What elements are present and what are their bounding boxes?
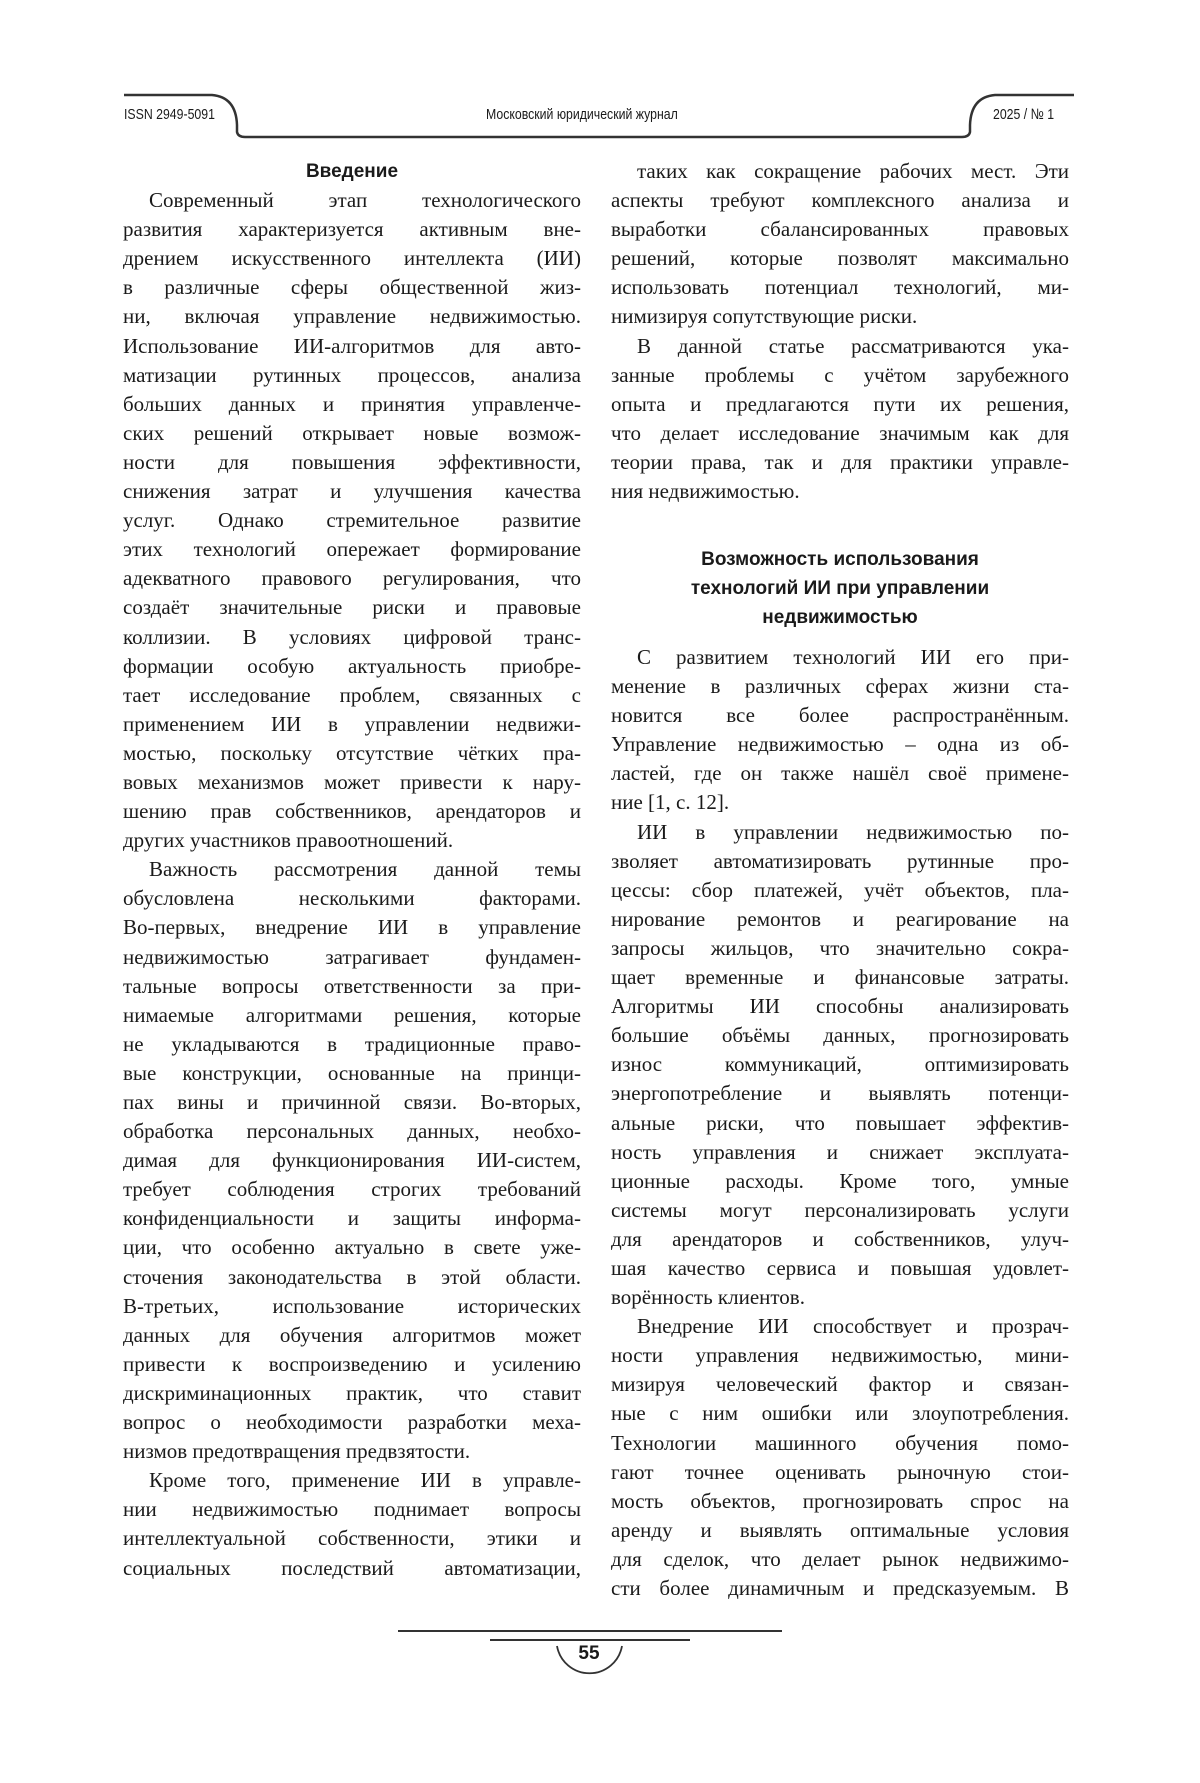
- text-line: дрением искусственного интеллекта (ИИ): [123, 244, 581, 273]
- text-line: шая качество сервиса и повышая удовлет-: [611, 1254, 1069, 1283]
- column-left: [123, 157, 581, 1583]
- text-line: матизации рутинных процессов, анализа: [123, 361, 581, 390]
- text-line: обработка персональных данных, необхо-: [123, 1117, 581, 1146]
- text-line: С развитием технологий ИИ его при-: [611, 643, 1069, 672]
- text-line: занные проблемы с учётом зарубежного: [611, 361, 1069, 390]
- column-body: [611, 643, 1069, 1603]
- text-line: данных для обучения алгоритмов может: [123, 1321, 581, 1350]
- text-line: вовых механизмов может привести к нару-: [123, 768, 581, 797]
- section-heading: Введение: [123, 157, 581, 186]
- text-line: недвижимостью затрагивает фундамен-: [123, 943, 581, 972]
- text-line: ции, что особенно актуально в свете уже-: [123, 1233, 581, 1262]
- text-line: социальных последствий автоматизации,: [123, 1554, 581, 1583]
- issue-number: 2025 / № 1: [993, 106, 1054, 123]
- text-line: низмов предотвращения предвзятости.: [123, 1437, 581, 1466]
- text-line: выработки сбалансированных правовых: [611, 215, 1069, 244]
- text-line: обусловлена несколькими факторами.: [123, 884, 581, 913]
- text-line: мостью, поскольку отсутствие чётких пра-: [123, 739, 581, 768]
- text-line: гают точнее оценивать рыночную стои-: [611, 1458, 1069, 1487]
- text-line: сточения законодательства в этой области.: [123, 1263, 581, 1292]
- text-line: применением ИИ в управлении недвижи-: [123, 710, 581, 739]
- text-line: вопрос о необходимости разработки меха-: [123, 1408, 581, 1437]
- text-line: износ коммуникаций, оптимизировать: [611, 1050, 1069, 1079]
- column-right: [611, 157, 1069, 506]
- text-line: сти более динамичным и предсказуемым. В: [611, 1574, 1069, 1603]
- text-line: развития характеризуется активным вне-: [123, 215, 581, 244]
- text-line: цессы: сбор платежей, учёт объектов, пла-: [611, 876, 1069, 905]
- text-line: аренду и выявлять оптимальные условия: [611, 1516, 1069, 1545]
- text-line: больших данных и принятия управленче-: [123, 390, 581, 419]
- text-line: зволяет автоматизировать рутинные про-: [611, 847, 1069, 876]
- heading-line: технологий ИИ при управлении: [611, 574, 1069, 603]
- text-line: альные риски, что повышает эффектив-: [611, 1109, 1069, 1138]
- page-number: 55: [569, 1643, 609, 1665]
- text-line: димая для функционирования ИИ-систем,: [123, 1146, 581, 1175]
- text-line: формации особую актуальность приобре-: [123, 652, 581, 681]
- column-body: [123, 186, 581, 1583]
- text-line: ность управления и снижает эксплуата-: [611, 1138, 1069, 1167]
- text-line: адекватного правового регулирования, что: [123, 564, 581, 593]
- text-line: услуг. Однако стремительное развитие: [123, 506, 581, 535]
- text-line: решений, которые позволят максимально: [611, 244, 1069, 273]
- text-line: мость объектов, прогнозировать спрос на: [611, 1487, 1069, 1516]
- text-line: привести к воспроизведению и усилению: [123, 1350, 581, 1379]
- text-line: пах вины и причинной связи. Во-вторых,: [123, 1088, 581, 1117]
- text-line: нирование ремонтов и реагирование на: [611, 905, 1069, 934]
- text-line: ционные расходы. Кроме того, умные: [611, 1167, 1069, 1196]
- text-line: ности управления недвижимостью, мини-: [611, 1341, 1069, 1370]
- text-line: энергопотребление и выявлять потенци-: [611, 1079, 1069, 1108]
- text-line: в различные сферы общественной жиз-: [123, 273, 581, 302]
- text-line: В данной статье рассматриваются ука-: [611, 332, 1069, 361]
- text-line: Во-первых, внедрение ИИ в управление: [123, 913, 581, 942]
- text-line: ние [1, с. 12].: [611, 788, 1069, 817]
- text-line: Кроме того, применение ИИ в управле-: [123, 1466, 581, 1495]
- text-line: тает исследование проблем, связанных с: [123, 681, 581, 710]
- issn: ISSN 2949-5091: [124, 106, 215, 123]
- text-line: ворённость клиентов.: [611, 1283, 1069, 1312]
- text-line: создаёт значительные риски и правовые: [123, 593, 581, 622]
- text-line: вые конструкции, основанные на принци-: [123, 1059, 581, 1088]
- text-line: запросы жильцов, что значительно сокра-: [611, 934, 1069, 963]
- text-line: нии недвижимостью поднимает вопросы: [123, 1495, 581, 1524]
- text-line: В-третьих, использование исторических: [123, 1292, 581, 1321]
- text-line: что делает исследование значимым как для: [611, 419, 1069, 448]
- text-line: таких как сокращение рабочих мест. Эти: [611, 157, 1069, 186]
- text-line: коллизии. В условиях цифровой транс-: [123, 623, 581, 652]
- text-line: мизируя человеческий фактор и связан-: [611, 1370, 1069, 1399]
- text-line: ни, включая управление недвижимостью.: [123, 302, 581, 331]
- text-line: Использование ИИ-алгоритмов для авто-: [123, 332, 581, 361]
- column-right-continued: [611, 643, 1069, 1603]
- text-line: Управление недвижимостью – одна из об-: [611, 730, 1069, 759]
- text-line: для арендаторов и собственников, улуч-: [611, 1225, 1069, 1254]
- section-heading: [611, 545, 1069, 632]
- text-line: нимаемые алгоритмами решения, которые: [123, 1001, 581, 1030]
- text-line: этих технологий опережает формирование: [123, 535, 581, 564]
- text-line: шению прав собственников, арендаторов и: [123, 797, 581, 826]
- text-line: ные с ним ошибки или злоупотребления.: [611, 1399, 1069, 1428]
- text-line: менение в различных сферах жизни ста-: [611, 672, 1069, 701]
- text-line: нимизируя сопутствующие риски.: [611, 302, 1069, 331]
- text-line: ластей, где он также нашёл своё примене-: [611, 759, 1069, 788]
- text-line: тальные вопросы ответственности за при-: [123, 972, 581, 1001]
- heading-line: Возможность использования: [611, 545, 1069, 574]
- heading-line: недвижимостью: [611, 603, 1069, 632]
- text-line: аспекты требуют комплексного анализа и: [611, 186, 1069, 215]
- text-line: Алгоритмы ИИ способны анализировать: [611, 992, 1069, 1021]
- text-line: снижения затрат и улучшения качества: [123, 477, 581, 506]
- text-line: теории права, так и для практики управле-: [611, 448, 1069, 477]
- column-body: [611, 157, 1069, 506]
- text-line: для сделок, что делает рынок недвижимо-: [611, 1545, 1069, 1574]
- text-line: большие объёмы данных, прогнозировать: [611, 1021, 1069, 1050]
- text-line: конфиденциальности и защиты информа-: [123, 1204, 581, 1233]
- header-frame: [0, 0, 1200, 150]
- text-line: интеллектуальной собственности, этики и: [123, 1524, 581, 1553]
- text-line: ИИ в управлении недвижимостью по-: [611, 818, 1069, 847]
- text-line: ности для повышения эффективности,: [123, 448, 581, 477]
- text-line: ния недвижимостью.: [611, 477, 1069, 506]
- text-line: ских решений открывает новые возмож-: [123, 419, 581, 448]
- journal-title: Московский юридический журнал: [486, 106, 678, 123]
- text-line: новится все более распространённым.: [611, 701, 1069, 730]
- text-line: системы могут персонализировать услуги: [611, 1196, 1069, 1225]
- text-line: щает временные и финансовые затраты.: [611, 963, 1069, 992]
- text-line: дискриминационных практик, что ставит: [123, 1379, 581, 1408]
- text-line: опыта и предлагаются пути их решения,: [611, 390, 1069, 419]
- text-line: Важность рассмотрения данной темы: [123, 855, 581, 884]
- text-line: Технологии машинного обучения помо-: [611, 1429, 1069, 1458]
- text-line: Современный этап технологического: [123, 186, 581, 215]
- text-line: не укладываются в традиционные право-: [123, 1030, 581, 1059]
- text-line: Внедрение ИИ способствует и прозрач-: [611, 1312, 1069, 1341]
- text-line: других участников правоотношений.: [123, 826, 581, 855]
- text-line: требует соблюдения строгих требований: [123, 1175, 581, 1204]
- text-line: использовать потенциал технологий, ми-: [611, 273, 1069, 302]
